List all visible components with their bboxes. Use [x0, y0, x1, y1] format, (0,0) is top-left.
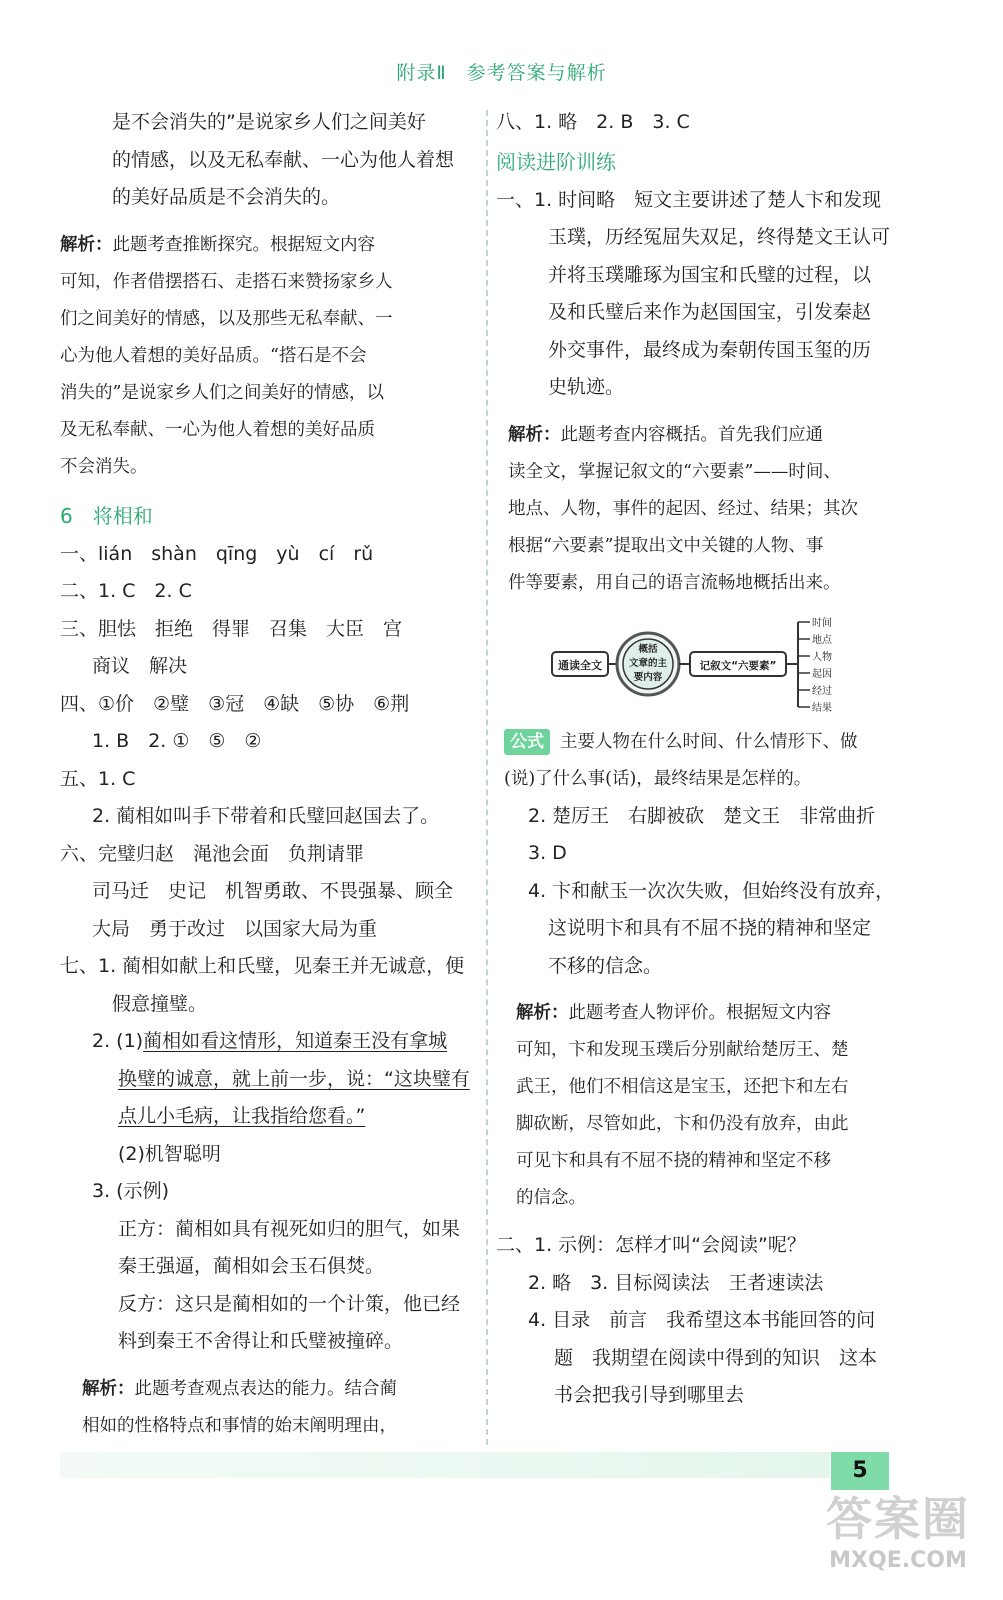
answer-line: 反方：这只是蔺相如的一个计策，他已经	[118, 1292, 461, 1315]
answer-line: 2. 蔺相如叫手下带着和氏璧回赵国去了。	[92, 805, 440, 827]
analysis-block	[60, 227, 470, 486]
answer-line: 书会把我引导到哪里去	[554, 1384, 745, 1406]
answer-line: 史轨迹。	[548, 376, 625, 398]
formula-badge: 公式	[504, 729, 550, 755]
section-title: 阅读进阶训练	[496, 149, 616, 174]
analysis-text: 心为他人着想的美好品质。“搭石是不会	[60, 345, 367, 366]
analysis-text: 此题考查观点表达的能力。结合蔺	[134, 1378, 397, 1399]
watermark-url: MXQE.COM	[829, 1548, 967, 1573]
answer-line: 八、1. 略 2. B 3. C	[496, 111, 690, 133]
analysis-text: 件等要素，用自己的语言流畅地概括出来。	[508, 572, 841, 593]
analysis-label: 解析：	[60, 234, 113, 255]
answer-line: 并将玉璞雕琢为国宝和氏璧的过程，以	[548, 263, 872, 286]
analysis-text: 根据“六要素”提取出文中关键的人物、事	[508, 535, 824, 556]
answer-line: 二、1. 示例：怎样才叫“会阅读”呢？	[496, 1234, 806, 1256]
analysis-text: 此题考查人物评价。根据短文内容	[568, 1003, 831, 1023]
answer-line: 大局 勇于改过 以国家大局为重	[92, 917, 378, 940]
analysis-text: 的信念。	[516, 1188, 586, 1208]
watermark-text: 答案圈	[826, 1492, 970, 1546]
analysis-text: 们之间美好的情感，以及那些无私奉献、一	[60, 308, 393, 329]
left-column	[60, 104, 470, 1482]
answer-line: 3. D	[528, 842, 567, 864]
underlined-quote: 蔺相如看这情形，知道秦王没有拿城	[143, 1030, 448, 1052]
answer-line: 1. B 2. ① ⑤ ②	[92, 730, 262, 752]
watermark-logo	[808, 1490, 988, 1590]
answer-line: 正方：蔺相如具有视死如归的胆气，如果	[118, 1217, 461, 1240]
answer-line: 秦王强逼，蔺相如会玉石俱焚。	[118, 1255, 385, 1277]
underlined-quote: 换璧的诚意，就上前一步，说：“这块璧有	[118, 1067, 470, 1090]
analysis-text: 可知，卞和发现玉璞后分别献给楚厉王、楚	[516, 1040, 849, 1060]
analysis-text: 消失的”是说家乡人们之间美好的情感，以	[60, 382, 384, 403]
answer-line: 五、1. C	[60, 767, 136, 790]
answer-line: 商议 解决	[92, 655, 188, 677]
six-elements-diagram	[496, 608, 906, 720]
analysis-text: 可见卞和具有不屈不挠的精神和坚定不移	[516, 1151, 831, 1171]
answer-line: 六、完璧归赵 渑池会面 负荆请罪	[60, 842, 365, 865]
answer-line: 料到秦王不舍得让和氏璧被撞碎。	[118, 1330, 404, 1352]
answer-line: 这说明卞和具有不屈不挠的精神和坚定	[548, 917, 872, 939]
analysis-label: 解析：	[516, 1003, 569, 1023]
analysis-text: 脚砍断，尽管如此，卞和仍没有放弃，由此	[516, 1114, 849, 1134]
column-divider	[486, 110, 488, 1445]
diagram-item: 时间	[812, 617, 832, 629]
analysis-text: 地点、人物，事件的起因、经过、结果；其次	[508, 498, 858, 519]
answer-line: 及和氏璧后来作为赵国国宝，引发秦赵	[548, 301, 872, 323]
lesson-title: 6 将相和	[60, 503, 153, 528]
analysis-text: 不会消失。	[60, 456, 148, 477]
answer-line: 4. 卞和献玉一次次失败，但始终没有放弃，	[528, 879, 895, 902]
analysis-text: 此题考查推断探究。根据短文内容	[112, 234, 375, 255]
diagram-circle-text: 概括	[638, 643, 658, 655]
analysis-text: 相如的性格特点和事情的始末阐明理由，	[82, 1415, 397, 1436]
answer-line: 的情感，以及无私奉献、一心为他人着想	[112, 148, 455, 171]
analysis-text: 及无私奉献、一心为他人着想的美好品质	[60, 419, 375, 440]
answer-line: 3. (示例)	[92, 1180, 169, 1202]
analysis-text: 可知，作者借摆搭石、走搭石来赞扬家乡人	[60, 271, 393, 292]
footer-bar	[60, 1452, 830, 1478]
right-column	[496, 104, 906, 1415]
answer-line: 是不会消失的”是说家乡人们之间美好	[112, 111, 426, 133]
diagram-circle-text: 要内容	[633, 671, 663, 683]
page-number: 5	[831, 1452, 889, 1490]
answer-line: 4. 目录 前言 我希望这本书能回答的问	[528, 1309, 876, 1331]
answer-line: 外交事件，最终成为秦朝传国玉玺的历	[548, 338, 872, 361]
analysis-label: 解析：	[82, 1378, 135, 1399]
answer-line: 玉璞，历经冤屈失双足，终得楚文王认可	[548, 226, 891, 248]
formula-text: (说)了什么事(话)，最终结果是怎样的。	[504, 768, 812, 789]
analysis-label: 解析：	[508, 424, 561, 445]
analysis-text: 读全文，掌握记叙文的“六要素”——时间、	[508, 461, 841, 482]
answer-line: 不移的信念。	[548, 954, 663, 977]
formula-text: 主要人物在什么时间、什么情形下、做	[560, 731, 858, 752]
analysis-text: 武王，他们不相信这是宝玉，还把卞和左右	[516, 1077, 849, 1097]
diagram-item: 地点	[812, 634, 832, 646]
formula-block	[496, 724, 906, 798]
diagram-box-read-label: 通读全文	[558, 658, 602, 672]
answer-number: 2. (1)	[92, 1030, 144, 1052]
answer-line: 一、1. 时间略 短文主要讲述了楚人卞和发现	[496, 188, 882, 211]
diagram-item: 经过	[812, 685, 832, 697]
answer-line: 三、胆怯 拒绝 得罪 召集 大臣 宫	[60, 617, 403, 640]
answer-line: 二、1. C 2. C	[60, 580, 192, 602]
analysis-text: 此题考查内容概括。首先我们应通	[560, 424, 823, 445]
answer-line: 司马迁 史记 机智勇敢、不畏强暴、顾全	[92, 880, 454, 902]
answer-line: 一、lián shàn qīng yù cí rǔ	[60, 542, 374, 565]
answer-line: 假意撞璧。	[112, 992, 208, 1015]
diagram-item: 人物	[812, 651, 832, 663]
answer-line: 题 我期望在阅读中得到的知识 这本	[554, 1346, 878, 1369]
page-header: 附录Ⅱ 参考答案与解析	[396, 62, 607, 84]
analysis-block	[496, 417, 906, 602]
answer-line: 四、①价 ②璧 ③冠 ④缺 ⑤协 ⑥荆	[60, 692, 410, 715]
answer-line: 的美好品质是不会消失的。	[112, 186, 341, 208]
answer-line: (2)机智聪明	[118, 1142, 221, 1165]
diagram-item: 结果	[812, 702, 832, 714]
diagram-circle-text: 文章的主	[628, 657, 668, 669]
answer-line: 2. 楚厉王 右脚被砍 楚文王 非常曲折	[528, 804, 876, 827]
analysis-block	[496, 995, 906, 1217]
diagram-item: 起因	[812, 668, 832, 680]
answer-line: 七、1. 蔺相如献上和氏璧，见秦王并无诚意，便	[60, 955, 465, 977]
underlined-quote: 点儿小毛病，让我指给您看。”	[118, 1105, 366, 1127]
answer-line: 2. 略 3. 目标阅读法 王者速读法	[528, 1271, 824, 1294]
diagram-box-elements-label: 记叙文“六要素”	[699, 659, 777, 672]
